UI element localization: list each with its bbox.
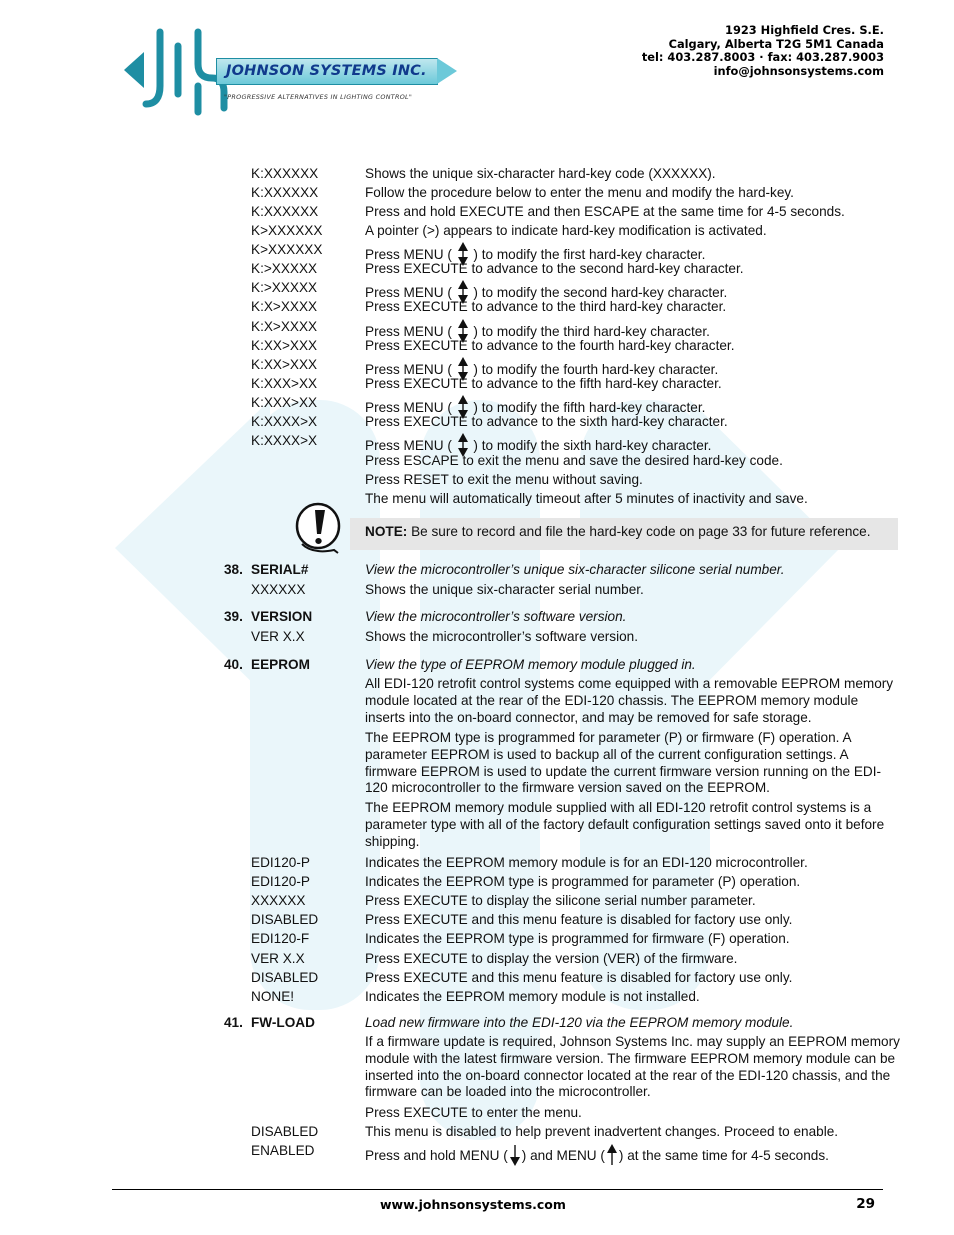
fwload-enabled-code: ENABLED [251, 1143, 315, 1158]
hardkey-step-text: Follow the procedure below to enter the menu and modify the hard-key. [365, 185, 794, 201]
note-body: Be sure to record and file the hard-key code on page 33 for future reference. [411, 524, 871, 539]
hardkey-code: K:XX>XXX [251, 337, 318, 353]
hardkey-code: K:XXX>XX [251, 375, 318, 391]
serial-number: 38. [224, 562, 243, 577]
eeprom-paragraph-3: The EEPROM memory module supplied with all EDI-120 retrofit control systems is a parameter type with all of the factory default configuration settings saved onto it before shipping. [365, 800, 885, 849]
hardkey-step-text: Press EXECUTE to advance to the third hard-key character. [365, 299, 727, 315]
hardkey-step-text: Press and hold EXECUTE and then ESCAPE at the same time for 4-5 seconds. [365, 204, 845, 220]
hardkey-reset-text: Press RESET to exit the menu without saving. [365, 472, 643, 487]
fwload-desc: Load new firmware into the EDI-120 via the EEPROM memory module. [365, 1015, 794, 1030]
company-tagline: "PROGRESSIVE ALTERNATIVES IN LIGHTING CONTROL" [224, 93, 413, 101]
version-title: VERSION [251, 609, 313, 624]
fwload-disabled-code: DISABLED [251, 1124, 319, 1139]
company-address [642, 24, 884, 79]
hardkey-step-text: A pointer (>) appears to indicate hard-key modification is activated. [365, 223, 767, 239]
menu-step-post: ) to modify the fifth hard-key character. [473, 399, 706, 415]
fwload-enabled-post: ) at the same time for 4-5 seconds. [618, 1148, 829, 1163]
menu-step-post: ) to modify the sixth hard-key character. [473, 437, 712, 453]
company-name: JOHNSON SYSTEMS INC. [226, 63, 427, 79]
page-number: 29 [856, 1196, 875, 1212]
eeprom-paragraph-1: All EDI-120 retrofit control systems come equipped with a removable EEPROM memory module located at the rear of the EDI-120 chassis. The EEPROM memory module inserts into the on-board connector, and may be removed for safe storage. [365, 676, 894, 725]
eeprom-option-code: VER X.X [251, 950, 305, 966]
hardkey-escape-text: Press ESCAPE to exit the menu and save the desired hard-key code. [365, 453, 783, 468]
eeprom-option-text: Indicates the EEPROM memory module is for an EDI-120 microcontroller. [365, 855, 808, 870]
menu-step-post: ) to modify the second hard-key character. [473, 285, 728, 301]
menu-step-pre: Press MENU ( [365, 437, 452, 453]
eeprom-option-code: EDI120-P [251, 874, 310, 890]
note-text [365, 524, 871, 539]
version-text: Shows the microcontroller’s software version. [365, 629, 638, 644]
fwload-disabled-text: This menu is disabled to help prevent inadvertent changes. Proceed to enable. [365, 1124, 839, 1139]
hardkey-step-text: Shows the unique six-character hard-key code (XXXXXX). [365, 166, 716, 181]
eeprom-option-text: Indicates the EEPROM type is programmed for parameter (P) operation. [365, 874, 801, 890]
hardkey-code: K>XXXXXX [251, 242, 323, 258]
eeprom-option-code: NONE! [251, 988, 295, 1004]
note-label: NOTE: [365, 524, 408, 539]
footer-website-link[interactable]: www.johnsonsystems.com [380, 1197, 566, 1212]
address-phone: tel: 403.287.8003 · fax: 403.287.9003 [641, 50, 884, 65]
eeprom-option-code: EDI120-P [251, 855, 310, 870]
hardkey-code: K:XX>XXX [251, 356, 318, 372]
serial-title: SERIAL# [251, 562, 309, 577]
hardkey-code: K>XXXXXX [251, 223, 323, 239]
eeprom-paragraph-2: The EEPROM type is programmed for parameter (P) or firmware (F) operation. A parameter EEPROM is used to backup all of the current configuration settings. A firmware EEPROM is used to update the current firmware version running on the EDI-120 microcontroller to the firmware version saved on the EEPROM. [365, 730, 882, 796]
eeprom-desc: View the type of EEPROM memory module plugged in. [365, 657, 696, 672]
eeprom-option-text: Press EXECUTE and this menu feature is disabled for factory use only. [365, 912, 793, 928]
hardkey-code: K:XXXXXX [251, 166, 319, 181]
eeprom-option-code: DISABLED [251, 969, 319, 985]
hardkey-step-text: Press EXECUTE to advance to the sixth hard-key character. [365, 413, 728, 429]
hardkey-code: K:>XXXXX [251, 280, 318, 296]
fwload-enabled-mid: ) and MENU ( [521, 1148, 605, 1163]
eeprom-option-text: Indicates the EEPROM memory module is not installed. [365, 988, 700, 1004]
eeprom-option-text: Press EXECUTE to display the version (VER) of the firmware. [365, 950, 738, 966]
eeprom-option-text: Press EXECUTE and this menu feature is disabled for factory use only. [365, 969, 793, 985]
address-city: Calgary, Alberta T2G 5M1 Canada [668, 36, 884, 51]
version-code: VER X.X [251, 629, 305, 644]
address-email: info@johnsonsystems.com [713, 64, 884, 79]
menu-step-pre: Press MENU ( [365, 399, 452, 415]
version-number: 39. [224, 609, 243, 624]
hardkey-code: K:XXXXXX [251, 204, 319, 220]
menu-step-post: ) to modify the first hard-key character. [473, 247, 706, 263]
menu-step-pre: Press MENU ( [365, 323, 452, 339]
fwload-number: 41. [224, 1015, 243, 1030]
eeprom-option-text: Indicates the EEPROM type is programmed for firmware (F) operation. [365, 931, 790, 947]
down-arrow-icon [510, 1143, 520, 1167]
menu-step-post: ) to modify the fourth hard-key character. [473, 361, 719, 377]
menu-step-post: ) to modify the third hard-key character. [473, 323, 710, 339]
hardkey-code: K:>XXXXX [251, 261, 318, 277]
fwload-enter-text: Press EXECUTE to enter the menu. [365, 1105, 582, 1120]
hardkey-code: K:XXXX>X [251, 432, 318, 448]
serial-desc: View the microcontroller’s unique six-character silicone serial number. [365, 562, 785, 577]
hardkey-code: K:XXX>XX [251, 394, 318, 410]
hardkey-code: K:XXXXXX [251, 185, 319, 201]
serial-text: Shows the unique six-character serial number. [365, 582, 644, 597]
hardkey-code: K:XXXX>X [251, 413, 318, 429]
serial-code: XXXXXX [251, 582, 306, 597]
hardkey-code: K:X>XXXX [251, 299, 318, 315]
exclamation-icon [294, 500, 344, 554]
hardkey-step-text: Press EXECUTE to advance to the fifth hard-key character. [365, 375, 722, 391]
menu-step-pre: Press MENU ( [365, 247, 452, 263]
menu-step-pre: Press MENU ( [365, 361, 452, 377]
eeprom-option-code: XXXXXX [251, 893, 306, 909]
menu-step-pre: Press MENU ( [365, 285, 452, 301]
fwload-title: FW-LOAD [251, 1015, 315, 1030]
hardkey-timeout-text: The menu will automatically timeout after 5 minutes of inactivity and save. [365, 491, 808, 506]
up-arrow-icon [607, 1143, 617, 1167]
hardkey-step-text: Press EXECUTE to advance to the fourth hard-key character. [365, 337, 735, 353]
hardkey-step-text: Press EXECUTE to advance to the second hard-key character. [365, 261, 744, 277]
eeprom-option-code: DISABLED [251, 912, 319, 928]
eeprom-option-code: EDI120-F [251, 931, 310, 947]
address-street: 1923 Highfield Cres. S.E. [725, 23, 884, 37]
fwload-enabled-text [365, 1143, 829, 1167]
logo-banner-arrow [437, 58, 457, 84]
fwload-enabled-pre: Press and hold MENU ( [365, 1148, 508, 1163]
footer-divider [112, 1189, 883, 1190]
hardkey-code: K:X>XXXX [251, 318, 318, 334]
eeprom-number: 40. [224, 657, 243, 672]
eeprom-option-text: Press EXECUTE to display the silicone serial number parameter. [365, 893, 756, 909]
eeprom-title: EEPROM [251, 657, 310, 672]
fwload-paragraph: If a firmware update is required, Johnson Systems Inc. may supply an EEPROM memory module with the latest firmware version. The firmware EEPROM memory module can be inserted into the on-board connector located at the rear of the EDI-120 chassis, and the firmware can be loaded into the microcontroller. [365, 1034, 900, 1100]
version-desc: View the microcontroller’s software version. [365, 609, 627, 624]
